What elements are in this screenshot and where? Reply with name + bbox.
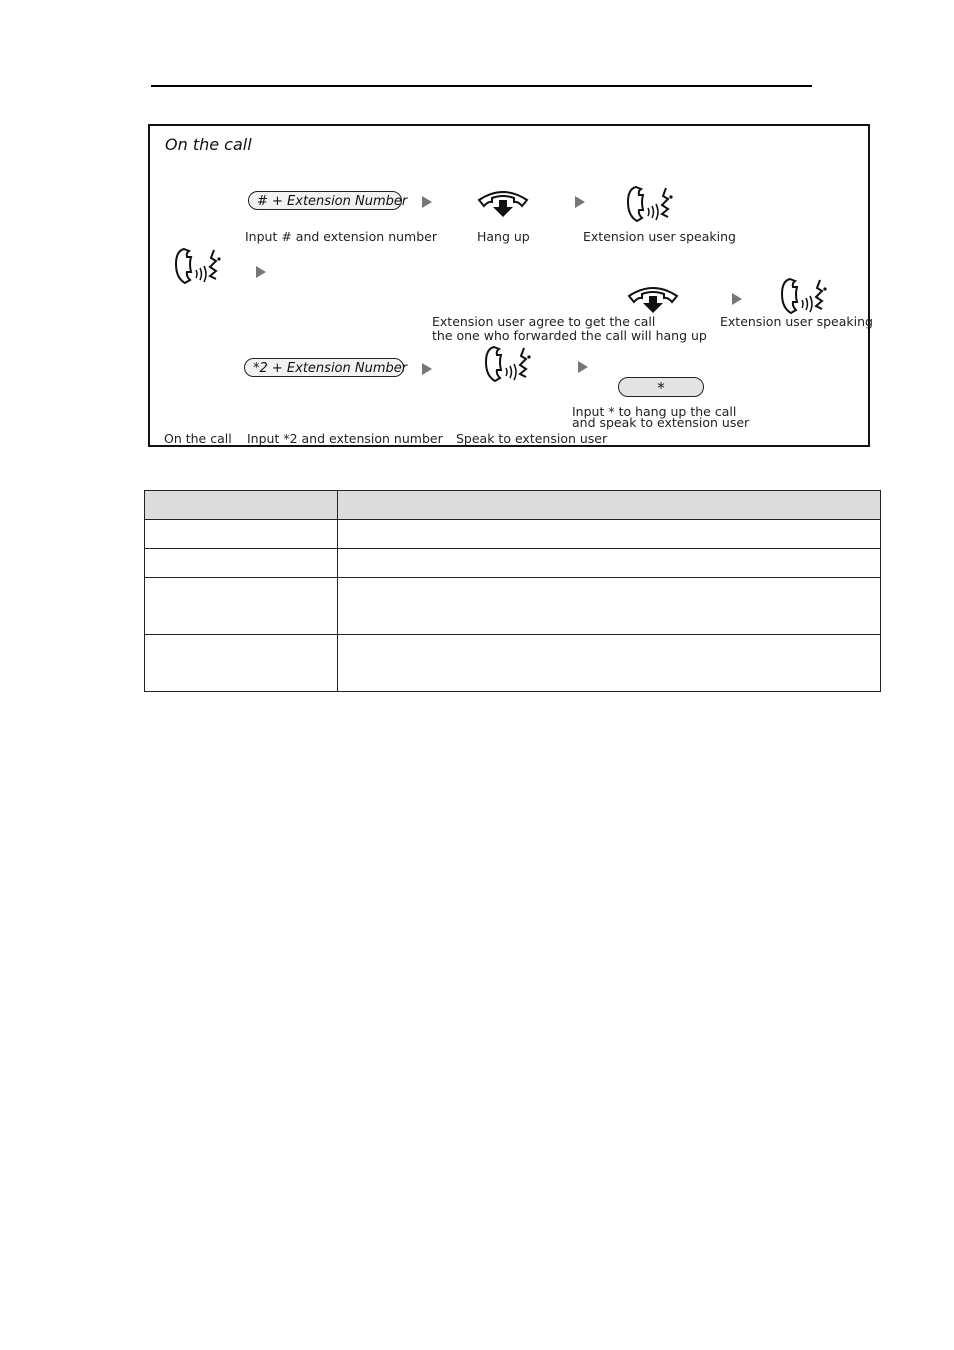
table-cell	[338, 520, 881, 549]
table-cell	[145, 578, 338, 635]
call-transfer-diagram	[148, 124, 873, 447]
label-agree-1: Extension user agree to get the call	[432, 314, 656, 329]
header-rule	[151, 85, 812, 87]
table-row	[145, 549, 881, 578]
diagram-title: On the call	[165, 135, 252, 154]
info-table	[144, 490, 881, 692]
label-extension-speaking: Extension user speaking	[583, 229, 736, 244]
hang-up-icon	[476, 186, 530, 220]
label-star-1: Input * to hang up the call	[572, 404, 737, 419]
phone-speaking-icon	[174, 246, 222, 286]
arrow-right-icon	[422, 363, 432, 375]
arrow-right-icon	[578, 361, 588, 373]
label-on-the-call: On the call	[164, 431, 232, 446]
label-star-2: and speak to extension user	[572, 415, 750, 430]
arrow-right-icon	[422, 196, 432, 208]
table-cell	[145, 520, 338, 549]
label-agree-2: the one who forwarded the call will hang up	[432, 328, 707, 343]
table-header-row	[145, 491, 881, 520]
hang-up-icon	[626, 282, 680, 316]
label-extension-speaking-2: Extension user speaking	[720, 314, 873, 329]
table-row	[145, 520, 881, 549]
table-cell	[338, 549, 881, 578]
table-header-cell	[145, 491, 338, 520]
label-input-hash: Input # and extension number	[245, 229, 437, 244]
label-input-star2: Input *2 and extension number	[247, 431, 443, 446]
table-cell	[338, 578, 881, 635]
phone-speaking-icon	[780, 276, 828, 316]
star-key: *	[618, 377, 704, 397]
arrow-right-icon	[575, 196, 585, 208]
star2-extension-key: *2 + Extension Number	[244, 358, 404, 377]
table-cell	[145, 635, 338, 692]
arrow-right-icon	[256, 266, 266, 278]
table-cell	[145, 549, 338, 578]
table-row	[145, 635, 881, 692]
phone-speaking-icon	[626, 184, 674, 224]
table-header-cell	[338, 491, 881, 520]
table-cell	[338, 635, 881, 692]
label-speak-to-extension: Speak to extension user	[456, 431, 608, 446]
arrow-right-icon	[732, 293, 742, 305]
label-hang-up: Hang up	[477, 229, 530, 244]
phone-speaking-icon	[484, 344, 532, 384]
table-row	[145, 578, 881, 635]
hash-extension-key: # + Extension Number	[248, 191, 402, 210]
